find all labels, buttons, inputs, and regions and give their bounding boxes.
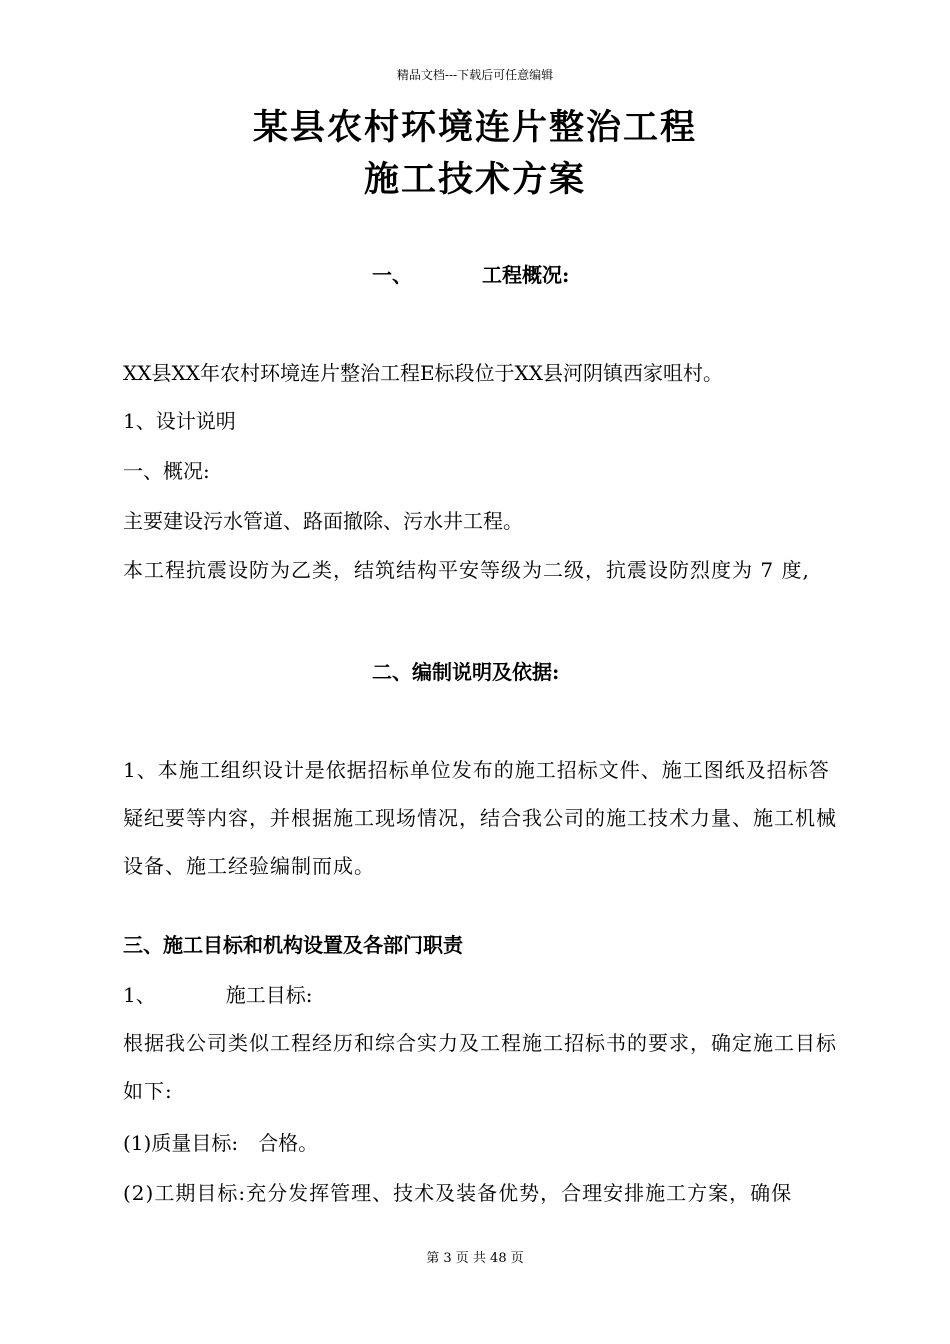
paragraph-schedule: (2)工期目标:充分发挥管理、技术及装备优势，合理安排施工方案，确保 — [123, 1181, 793, 1205]
section2-heading: 二、编制说明及依据: — [372, 660, 560, 684]
goal-number: 1、 — [123, 983, 156, 1007]
page-header: 精品文档---下载后可任意编辑 — [396, 68, 554, 82]
goal-title: 施工目标: — [225, 983, 313, 1007]
page-footer: 第 3 页 共 48 页 — [426, 1251, 524, 1266]
paragraph-design: 1、设计说明 — [123, 409, 236, 433]
paragraph-overview: 一、概况: — [123, 459, 210, 483]
section1-title: 工程概况: — [482, 263, 570, 287]
section3-heading: 三、施工目标和机构设置及各部门职责 — [123, 933, 463, 957]
section1-number: 一、 — [372, 263, 412, 287]
paragraph-quality: (1)质量目标: 合格。 — [123, 1131, 319, 1155]
section1-heading — [372, 262, 950, 288]
paragraph-seismic: 本工程抗震设防为乙类，结筑结构平安等级为二级，抗震设防烈度为 7 度, — [123, 558, 810, 582]
document-title-line2: 施工技术方案 — [363, 159, 586, 200]
paragraph-basis: 1、本施工组织设计是依据招标单位发布的施工招标文件、施工图纸及招标答疑纪要等内容，并根据施工现场情况，结合我公司的施工技术力量、施工机械设备、施工经验编制而成。 — [123, 758, 837, 878]
paragraph-goal-desc: 根据我公司类似工程经历和综合实力及工程施工招标书的要求，确定施工目标如下: — [123, 1031, 837, 1103]
paragraph-main-build: 主要建设污水管道、路面撤除、污水井工程。 — [123, 509, 523, 533]
paragraph-intro: XX县XX年农村环境连片整治工程E标段位于XX县河阴镇西家咀村。 — [123, 361, 724, 385]
goal-heading — [123, 982, 843, 1008]
document-title-line1: 某县农村环境连片整治工程 — [252, 107, 697, 148]
